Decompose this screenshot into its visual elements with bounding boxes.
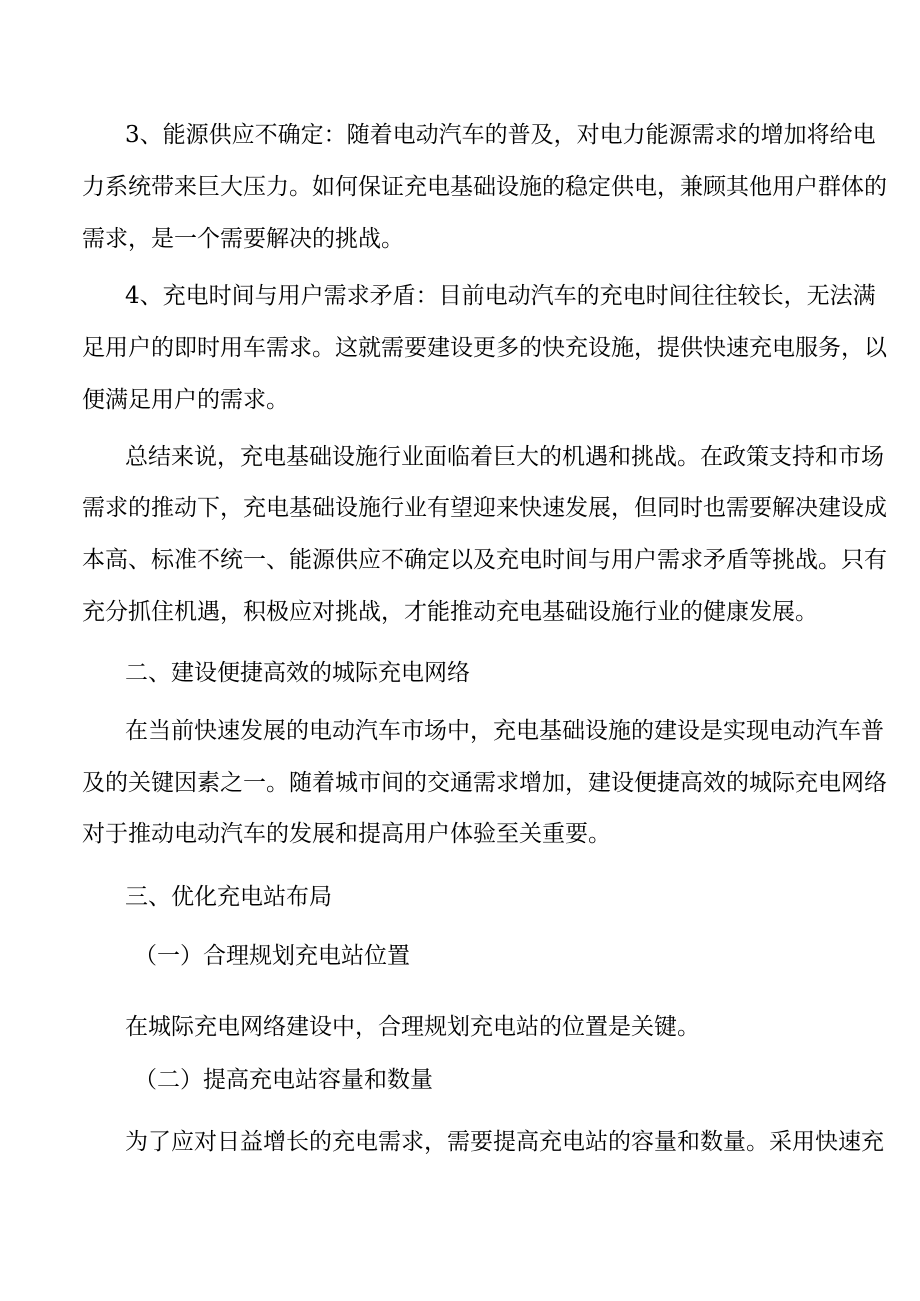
subsection-heading-1: （一）合理规划充电站位置 bbox=[134, 943, 410, 969]
subsection-2-line-1: 为了应对日益增长的充电需求，需要提高充电站的容量和数量。采用快速充 bbox=[125, 1129, 884, 1155]
summary-line-2: 需求的推动下，充电基础设施行业有望迎来快速发展，但同时也需要解决建设成 bbox=[82, 495, 887, 521]
paragraph-4-line-2: 足用户的即时用车需求。这就需要建设更多的快充设施，提供快速充电服务，以 bbox=[82, 335, 887, 361]
subsection-1-text: 在城际充电网络建设中，合理规划充电站的位置是关键。 bbox=[125, 1014, 700, 1040]
paragraph-4-line-1: 4、充电时间与用户需求矛盾：目前电动汽车的充电时间往往较长，无法满 bbox=[125, 283, 876, 309]
section-heading-3: 三、优化充电站布局 bbox=[125, 884, 332, 910]
section-2-line-3: 对于推动电动汽车的发展和提高用户体验至关重要。 bbox=[82, 821, 611, 847]
paragraph-3-line-2: 力系统带来巨大压力。如何保证充电基础设施的稳定供电，兼顾其他用户群体的 bbox=[82, 174, 887, 200]
summary-line-1: 总结来说，充电基础设施行业面临着巨大的机遇和挑战。在政策支持和市场 bbox=[125, 444, 884, 470]
section-2-line-2: 及的关键因素之一。随着城市间的交通需求增加，建设便捷高效的城际充电网络 bbox=[82, 770, 887, 796]
summary-line-4: 充分抓住机遇，积极应对挑战，才能推动充电基础设施行业的健康发展。 bbox=[82, 599, 818, 625]
paragraph-3-line-3: 需求，是一个需要解决的挑战。 bbox=[82, 226, 404, 252]
subsection-heading-2: （二）提高充电站容量和数量 bbox=[134, 1067, 433, 1093]
paragraph-4-line-3: 便满足用户的需求。 bbox=[82, 387, 289, 413]
paragraph-3-line-1: 3、能源供应不确定：随着电动汽车的普及，对电力能源需求的增加将给电 bbox=[125, 122, 876, 148]
section-2-line-1: 在当前快速发展的电动汽车市场中，充电基础设施的建设是实现电动汽车普 bbox=[125, 718, 884, 744]
summary-line-3: 本高、标准不统一、能源供应不确定以及充电时间与用户需求矛盾等挑战。只有 bbox=[82, 547, 887, 573]
section-heading-2: 二、建设便捷高效的城际充电网络 bbox=[125, 660, 470, 686]
